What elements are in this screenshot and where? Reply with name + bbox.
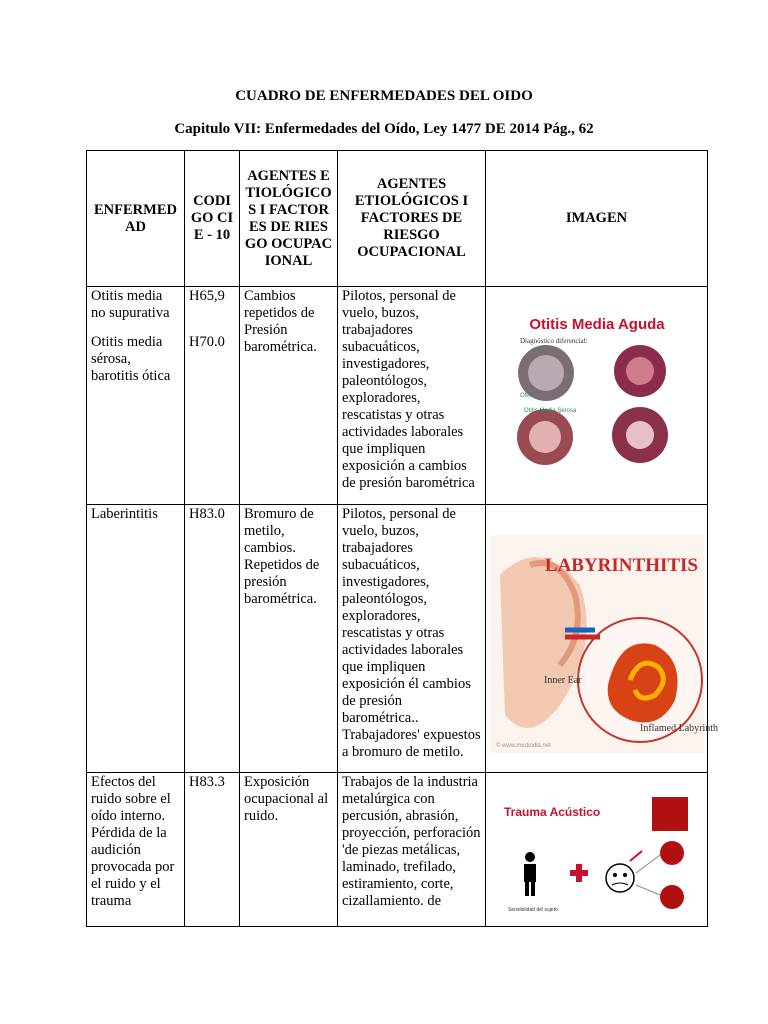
header-agentes: AGENTES ETIOLÓGICOS I FACTORES DE RIESGO OCUPACIONAL — [338, 151, 486, 287]
cell-imagen — [486, 505, 719, 773]
labyrinthitis-image-title: LABYRINTHITIS — [544, 555, 698, 576]
labyrinthitis-label-inner: Inner Ear — [544, 675, 582, 686]
labyrinthitis-label-inflamed: Inflamed Labyrinth — [640, 723, 719, 734]
header-enfermedad: ENFERMEDAD — [87, 151, 185, 287]
table-row — [87, 505, 708, 773]
cell-imagen — [486, 773, 708, 927]
cell-factores: Trabajos de la industria metalúrgica con percusión, abrasión, proyección, perforación 'de piezas metálicas, laminado, trefilado, estiramiento, corte, cizallamiento. de — [338, 773, 486, 927]
otitis-image-title: Otitis Media Aguda — [529, 316, 665, 333]
otitis-image-caption: Diagnóstico diferencial: — [520, 337, 588, 345]
labyrinthitis-watermark: © www.medindia.net — [496, 743, 551, 749]
cell-agente: Bromuro de metilo, cambios. Repetidos de presión barométrica. — [240, 505, 338, 773]
cell-agente: Exposición ocupacional al ruido. — [240, 773, 338, 927]
table-header-row — [87, 151, 708, 287]
header-agentes-short: AGENTES ETIOLÓGICOS I FACTORES DE RIESGO OCUPACIONAL — [240, 151, 338, 287]
cell-codigo — [185, 287, 240, 505]
cell-imagen — [486, 287, 708, 505]
cell-factores: Pilotos, personal de vuelo, buzos, trabajadores subacuáticos, investigadores, paleontólogos, exploradores, rescatistas y otras actividades laborales que impliquen exposición a cambios de presión barométrica — [338, 287, 486, 505]
cell-enfermedad — [87, 287, 185, 505]
document-title: CUADRO DE ENFERMEDADES DEL OIDO — [235, 88, 533, 104]
cell-factores: Pilotos, personal de vuelo, buzos, trabajadores subacuáticos, investigadores, paleontólogos, exploradores, rescatistas y otras actividades laborales que impliquen exposición él cambios de presión barométrica.. Trabajadores' expuestos a bromuro de metilo. — [338, 505, 486, 773]
trauma-image-caption: Sensibilidad del sujeto — [508, 907, 558, 913]
cell-enfermedad: Efectos del ruido sobre el oído interno. Pérdida de la audición provocada por el ruido y el trauma — [87, 773, 185, 927]
cell-agente: Cambios repetidos de Presión barométrica. — [240, 287, 338, 505]
labyrinthitis-image — [490, 535, 719, 758]
disease-name: Otitis media no supurativa — [91, 288, 170, 321]
trauma-image — [490, 793, 703, 922]
trauma-image-title: Trauma Acústico — [504, 805, 601, 819]
icd-code: H70.0 — [189, 334, 225, 350]
table-row — [87, 287, 708, 505]
otitis-label-oma: OMA — [520, 393, 534, 399]
icd-code: H65,9 — [189, 288, 225, 304]
disease-name: Otitis media sérosa, barotitis ótica — [91, 334, 171, 384]
cell-codigo: H83.0 — [185, 505, 240, 773]
header-imagen: IMAGEN — [486, 151, 708, 287]
cell-codigo: H83.3 — [185, 773, 240, 927]
header-codigo: CODIGO CIE - 10 — [185, 151, 240, 287]
otitis-image — [490, 303, 703, 478]
document-subtitle: Capitulo VII: Enfermedades del Oído, Ley 1477 DE 2014 Pág., 62 — [174, 121, 594, 137]
diseases-table — [86, 150, 719, 927]
otitis-label-serosa: Otitis Media Serosa — [524, 408, 577, 414]
table-row — [87, 773, 708, 927]
cell-enfermedad: Laberintitis — [87, 505, 185, 773]
